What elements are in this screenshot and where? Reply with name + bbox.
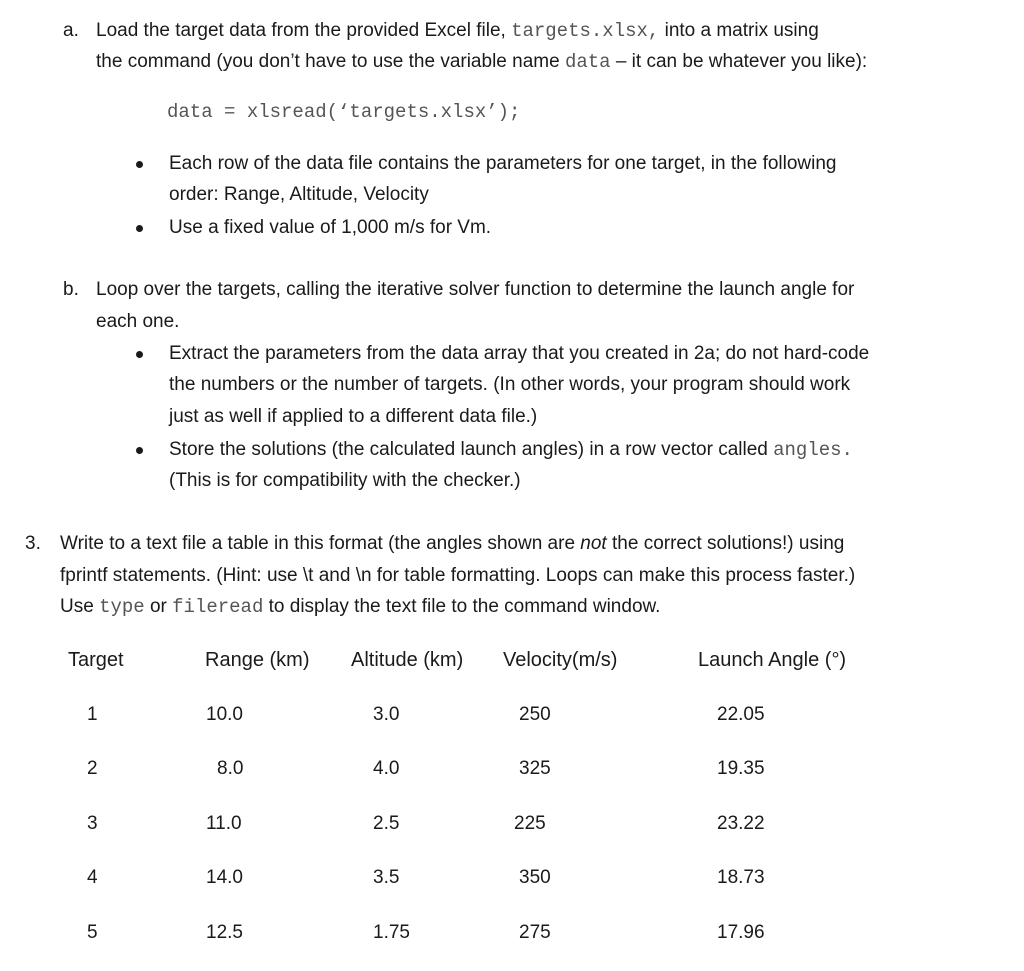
table-cell-range: 14.0 [206,867,243,888]
part-b-bullet-1-line-1: Extract the parameters from the data array that you created in 2a; do not hard-code [169,343,870,364]
part-3-line-2: fprintf statements. (Hint: use \t and \n for table formatting. Loops can make this process faster.) [60,565,856,586]
part-a-bullet-1-line-1: Each row of the data file contains the parameters for one target, in the following [169,153,837,174]
part-3-line-3-b: or [144,596,173,617]
part-a-varname-code: data [564,51,611,73]
header-velocity: Velocity(m/s) [503,649,618,671]
table-cell-angle: 18.73 [717,867,765,888]
part-b-line-2: each one. [96,311,180,332]
table-cell-angle: 19.35 [717,758,765,779]
table-cell-altitude: 3.5 [373,867,400,888]
part-a-bullet-2: Use a fixed value of 1,000 m/s for Vm. [169,217,492,238]
header-range: Range (km) [205,649,310,671]
table-cell-target: 5 [87,922,98,943]
table-cell-altitude: 4.0 [373,758,400,779]
part-a-filename-code: targets.xlsx, [511,20,660,42]
part-a-line-2 [96,46,867,78]
table-cell-target: 2 [87,758,98,779]
part-3-line-3 [60,591,660,623]
header-launch-angle: Launch Angle (°) [698,649,847,671]
part-3-line-1-tail: the correct solutions!) using [606,533,845,554]
angles-code: angles. [773,439,853,461]
part-a-bullet-1-line-2: order: Range, Altitude, Velocity [169,184,429,205]
part-b-marker: b. [63,279,79,300]
bullet-dot [136,351,143,358]
part-3-line-1-text: Write to a text file a table in this format (the angles shown are [60,533,581,554]
xlsread-code-line: data = xlsread(‘targets.xlsx’); [167,101,521,123]
part-b-bullet-2-text: Store the solutions (the calculated launch angles) in a row vector called [169,439,774,460]
table-cell-altitude: 3.0 [373,704,400,725]
bullet-dot [136,161,143,168]
table-cell-altitude: 1.75 [373,922,410,943]
part-a-line-2-tail: – it can be whatever you like): [610,51,868,72]
bullet-dot [136,447,143,454]
table-cell-angle: 17.96 [717,922,765,943]
type-code: type [99,596,145,618]
part-a-line-1 [96,15,819,47]
table-cell-angle: 23.22 [717,813,765,834]
part-a-marker: a. [63,20,79,41]
table-cell-velocity: 275 [519,922,551,943]
part-3-line-3-a: Use [60,596,100,617]
part-a-line-1-tail: into a matrix using [659,20,819,41]
part-3-emphasis: not [580,533,607,554]
part-b-bullet-2-line-2: (This is for compatibility with the checker.) [169,470,521,491]
table-cell-range: 10.0 [206,704,243,725]
table-cell-range: 8.0 [217,758,244,779]
table-cell-velocity: 350 [519,867,551,888]
table-cell-altitude: 2.5 [373,813,400,834]
part-b-bullet-2-line-1 [169,434,853,466]
part-3-line-3-c: to display the text file to the command window. [263,596,661,617]
table-cell-range: 12.5 [206,922,243,943]
part-3-marker: 3. [25,533,41,554]
fileread-code: fileread [172,596,264,618]
table-cell-velocity: 250 [519,704,551,725]
part-b-bullet-1-line-2: the numbers or the number of targets. (In other words, your program should work [169,374,851,395]
header-altitude: Altitude (km) [351,649,464,671]
table-cell-velocity: 225 [514,813,546,834]
table-cell-target: 3 [87,813,98,834]
table-cell-target: 4 [87,867,98,888]
table-cell-velocity: 325 [519,758,551,779]
part-b-bullet-1-line-3: just as well if applied to a different data file.) [169,406,538,427]
part-3-line-1 [60,528,844,560]
part-a-line-1-text: Load the target data from the provided Excel file, [96,20,512,41]
part-b-line-1: Loop over the targets, calling the iterative solver function to determine the launch angle for [96,279,855,300]
table-cell-angle: 22.05 [717,704,765,725]
part-a-line-2-text: the command (you don’t have to use the variable name [96,51,565,72]
bullet-dot [136,225,143,232]
table-cell-range: 11.0 [206,813,242,834]
table-cell-target: 1 [87,704,98,725]
header-target: Target [68,649,124,671]
